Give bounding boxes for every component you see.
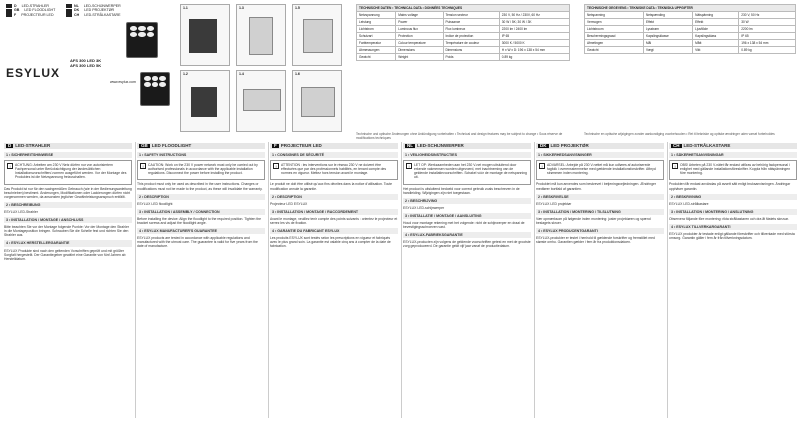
cell: H x W x D: 196 x 138 x 54 mm [499, 47, 569, 54]
cell: 30 W / 5K; 30 W / 3K [499, 19, 569, 26]
column-title: LED-STRAHLER [15, 143, 51, 148]
cell: Gewicht [585, 47, 644, 54]
brand-logo: ESYLUX [6, 66, 61, 80]
column-title: LED FLOODLIGHT [151, 143, 192, 148]
cell: 230 V, 50 Hz [739, 12, 796, 19]
table-row [357, 19, 570, 26]
cell: Mains voltage [396, 12, 443, 19]
lang-label: LED-STRÅLKASTARE [84, 12, 121, 17]
table-row [357, 26, 570, 33]
column-header [4, 143, 132, 149]
column-divider [401, 142, 402, 418]
section-text: Produkten får endast användas på avsett sätt enligt bruksanvisningen. Ändringar upphäver garantin. [669, 182, 791, 191]
column-title: LED-STRÅLKASTARE [683, 143, 731, 148]
language-list-2 [66, 4, 121, 34]
lang-label: LED-STRAHLER [21, 4, 49, 8]
language-column-dk [536, 143, 664, 417]
column-header [137, 143, 265, 149]
cell: 0.89 kg [499, 54, 569, 61]
table-row [357, 47, 570, 54]
lang-code: GB [141, 143, 148, 148]
table-row [357, 54, 570, 61]
cell: Nätspänning [693, 12, 739, 19]
warning-icon: ! [140, 163, 146, 169]
section-heading: 3 • INSTALLATION / ASSEMBLY / CONNECTION [137, 209, 265, 215]
figure-label: 1.6 [295, 72, 300, 76]
cell: IP 65 [499, 33, 569, 40]
flag-icon [66, 9, 72, 13]
cell: Netzspannung [357, 12, 396, 19]
section-heading: 2 • DESCRIPTION [137, 194, 265, 200]
section-text: ESYLUX LED-Strahler [4, 209, 38, 214]
section-heading: 3 • INSTALLATION / MONTAGE / RACCORDEMENT [270, 209, 398, 215]
cell: Kapslingsklass [693, 33, 739, 40]
section-heading: 1 • CONSIGNES DE SÉCURITÉ [270, 152, 398, 158]
section-text: Het product is uitsluitend bedoeld voor correct gebruik zoals beschreven in de handleiding. Wijzigingen zijn niet toegestaan. [403, 186, 520, 195]
section-heading: 3 • INSTALLATION / MONTERING / TILSLUTNING [536, 209, 664, 215]
section-text: Projecteur LED ESYLUX [270, 201, 308, 206]
section-text: Before installing the device: Align the floodlight to the required position. Tighten the bracket screws and adjust the floodlight angle. [137, 216, 262, 226]
section-heading: 2 • DESCRIPTION [270, 194, 398, 200]
floodlight-image [126, 22, 158, 58]
warning-icon: ! [7, 163, 13, 169]
section-heading: 4 • ESYLUX TILLVERKARGARANTI [669, 224, 797, 230]
table-row [585, 12, 796, 19]
column-header [270, 143, 398, 149]
website: www.esylux.com [110, 80, 136, 84]
language-column-nl [403, 143, 531, 417]
device-shape [301, 87, 335, 117]
technical-data-table [356, 4, 570, 61]
lang-code: DK [540, 143, 547, 148]
cell: 2200 lm / 2400 lm [499, 26, 569, 33]
section-text: Das Produkt ist nur für den sachgemäßen Gebrauch (wie in der Bedienungsanleitung beschrieben) bestimmt. Änderungen, Modifikationen oder Lackierungen dürfen nicht vorgenommen werden, da ansonsten jeglicher Gewährleistungsanspruch entfällt. [4, 186, 132, 199]
lang-label: LED FLOODLIGHT [24, 8, 56, 13]
cell: Netspænding [643, 12, 692, 19]
cell: Colour temperature [396, 40, 443, 47]
section-text: Vær opmærksom på følgende inden montering: juster projektøren og spænd beslagets skruer. [536, 216, 651, 226]
warning-box [403, 160, 531, 184]
lang-code: CH [673, 143, 680, 148]
figure-1-1 [180, 4, 230, 66]
cell: 196 x 138 x 54 mm [739, 40, 796, 47]
cell: IP 65 [739, 33, 796, 40]
section-text: Avant le montage, veuillez tenir compte des points suivants : orientez le projecteur et serrez les vis de fixation. [270, 216, 398, 226]
cell: Vermogen [585, 19, 644, 26]
lang-label: LED PROJEKTØR [84, 8, 115, 13]
cell: Afmetingen [585, 40, 644, 47]
column-title: LED-SCHIJNWERPER [417, 143, 464, 148]
column-divider [534, 142, 535, 418]
cell: Effekt [693, 19, 739, 26]
lang-code: D [8, 143, 12, 148]
section-text: ESYLUX LED projektør [536, 201, 572, 206]
section-heading: 2 • BESKRIVELSE [536, 194, 664, 200]
bracket-shape [243, 89, 281, 111]
table-title: TECHNISCHE GEGEVENS • TEKNISKE DATA • TEKNISKA UPPGIFTER [585, 5, 796, 12]
section-text: CAUTION: Work on the 230 V power network must only be carried out by authorised professionals in accordance with the applicable installation regulations. Disconnect the power before installing the product. [148, 163, 258, 176]
cell: 230 V, 50 Hz / 230V, 60 Hz [499, 12, 569, 19]
cell: Netspanning [585, 12, 644, 19]
cell: Tension secteur [443, 12, 499, 19]
column-title: LED PROJEKTØR [550, 143, 589, 148]
figure-1-5 [292, 4, 342, 66]
lang-code: CH [74, 12, 80, 17]
lang-code: NL [407, 143, 413, 148]
cell: Vægt [643, 47, 692, 54]
section-heading: 3 • INSTALLATION / MONTERING / ANSLUTNING [669, 209, 797, 215]
table-row [357, 12, 570, 19]
cell: 3000 K / 5000 K [499, 40, 569, 47]
footnote: Technische en optische wijzigingen zonder aankondiging voorbehouden • Ret til tekniske og optiske ændringer uden varsel forbeholdes [584, 132, 775, 136]
table-row [357, 33, 570, 40]
warning-box [137, 160, 265, 180]
language-list [6, 4, 55, 34]
section-heading: 4 • ESYLUX HERSTELLERGARANTIE [4, 240, 132, 246]
figure-label: 1.3 [239, 6, 244, 10]
section-text: ACHTUNG: Arbeiten am 230 V Netz dürfen nur von autorisiertem Fachpersonal unter Berücksichtigung der landesüblichen Installationsvorschriften/-normen ausgeführt werden. Vor der Montage des Produktes ist die Netzspannung freizuschalten. [15, 163, 127, 180]
figure-label: 1.4 [239, 72, 244, 76]
language-column-ch [669, 143, 797, 417]
cell: Vikt [693, 47, 739, 54]
lang-code: F [274, 143, 277, 148]
cell: Effekt [643, 19, 692, 26]
section-heading: 3 • INSTALLATIE / MONTAGE / AANSLUITING [403, 213, 531, 219]
table-row [357, 40, 570, 47]
section-text: ESYLUX LED-schijnwerper [403, 205, 445, 210]
cell: Weight [396, 54, 443, 61]
section-text: ESYLUX Produkte sind nach den geltenden Vorschriften geprüft und mit größter Sorgfalt hergestellt. Der Garantiegeber gewährt eine Garantie von fünf Jahren ab Herstelldatum. [4, 248, 126, 261]
cell: Leistung [357, 19, 396, 26]
section-text: ADVARSEL: Arbejde på 230 V-nettet må kun udføres af autoriserede fagfolk i overensstemmelse med gældende installationsforskrifter. Afbryd strømmen inden montering. [547, 163, 656, 176]
section-text: Observera följande före montering: rikta strålkastaren och dra åt fästets skruvar. [669, 216, 789, 221]
figure-label: 1.1 [183, 6, 188, 10]
warning-icon: ! [672, 163, 678, 169]
cell: Farbtemperatur [357, 40, 396, 47]
lang-code: D [14, 4, 17, 8]
technical-data-table-2 [584, 4, 796, 54]
warning-icon: ! [273, 163, 279, 169]
cell: Indice de protection [443, 33, 499, 40]
section-heading: 1 • SIKKERHEDSANVISNINGER [536, 152, 664, 158]
section-text: ATTENTION : les interventions sur le réseau 230 V ne doivent être effectuées que par des professionnels habilités, en tenant compte des normes en vigueur. Mettez hors tension avant le montage. [281, 163, 387, 176]
section-text: ESYLUX products are tested in accordance with applicable regulations and manufactured with the utmost care. The guarantee is valid for five years from the date of manufacture. [137, 236, 258, 249]
cell: Protection [396, 33, 443, 40]
figure-label: 1.5 [295, 6, 300, 10]
section-heading: 1 • SICHERHEITSHINWEISE [4, 152, 132, 158]
table-row [585, 33, 796, 40]
column-divider [268, 142, 269, 418]
section-text: ESYLUX LED floodlight [137, 201, 173, 206]
section-heading: 4 • GARANTIE DU FABRICANT ESYLUX [270, 228, 398, 234]
flag-icon [6, 13, 12, 17]
lang-code: F [14, 12, 17, 17]
product-name: AFS 300 LED 3K [70, 58, 102, 63]
flag-icon [6, 9, 12, 13]
cell: Power [396, 19, 443, 26]
cell: Flux lumineux [443, 26, 499, 33]
language-column-f [270, 143, 398, 417]
warning-box [270, 160, 398, 180]
column-header [669, 143, 797, 149]
cell: Luminous flux [396, 26, 443, 33]
cell: Abmessungen [357, 47, 396, 54]
cell: Dimensions [443, 47, 499, 54]
cell: Schutzart [357, 33, 396, 40]
cell: Poids [443, 54, 499, 61]
language-column-gb [137, 143, 265, 417]
cell: Ljusflöde [693, 26, 739, 33]
section-heading: 1 • SÄKERHETSANVISNINGAR [669, 152, 797, 158]
flag-icon [6, 4, 12, 8]
lang-label: LED-SCHIJNWERPER [83, 4, 121, 8]
section-text: Produktet må kun anvendes som beskrevet i betjeningsvejledningen. Ændringer medfører bortfald af garantien. [536, 182, 657, 191]
warning-icon: ! [539, 163, 545, 169]
footnote: Technische und optische Änderungen ohne Ankündigung vorbehalten • Technical and design features may be subject to change • Sous réserve de modifications techniques [356, 132, 563, 140]
figure-1-4 [236, 70, 286, 132]
section-text: LET OP: Werkzaamheden aan het 230 V-net mogen uitsluitend door erkende vakmensen worden uitgevoerd, met inachtneming van de geldende installatievoorschriften. Schakel vóór de montage de netspanning uit. [414, 163, 527, 180]
column-header [536, 143, 664, 149]
cell: Lichtstrom [357, 26, 396, 33]
cell: Kapslingsklasse [643, 33, 692, 40]
table-row [585, 40, 796, 47]
product-list [70, 58, 101, 68]
table-row [585, 19, 796, 26]
section-text: ESYLUX produkter är testade enligt gällande föreskrifter och tillverkade med största omsorg. Garantin gäller i fem år från tillverkningsdatum. [669, 232, 795, 241]
device-shape [189, 19, 217, 53]
section-heading: 4 • ESYLUX PRODUCENTGARANTI [536, 228, 664, 234]
section-text: Bitte beachten Sie vor der Montage folgende Punkte: Vor der Montage den Strahler in die Montageposition bringen. Schrauben Sie die Schelle fest und richten Sie den Strahler aus. [4, 225, 129, 238]
cell: 0.89 kg [739, 47, 796, 54]
cell: Lichtstroom [585, 26, 644, 33]
lang-label: PROJECTEUR LED [21, 12, 54, 17]
lang-row [66, 13, 121, 17]
table-title: TECHNISCHE DATEN • TECHNICAL DATA • DONNÉES TECHNIQUES [357, 5, 570, 12]
section-heading: 1 • VEILIGHEIDSINSTRUCTIES [403, 152, 531, 158]
section-text: ESYLUX-producten zijn volgens de geldende voorschriften getest en met de grootste zorg geproduceerd. De garantie geldt vijf jaar vanaf de productiedatum. [403, 240, 531, 249]
figure-1-6 [292, 70, 342, 132]
cell: Puissance [443, 19, 499, 26]
product-name: AFS 300 LED 5K [70, 63, 102, 68]
warning-box [536, 160, 664, 180]
figure-1-2 [180, 70, 230, 132]
column-divider [135, 142, 136, 418]
cell: Beschermingsgraad [585, 33, 644, 40]
cell: Dimensions [396, 47, 443, 54]
section-heading: 4 • ESYLUX-FABRIEKSGARANTIE [403, 232, 531, 238]
cell: Mål [643, 40, 692, 47]
section-text: This product must only be used as described in the user instructions. Changes or modifications must not be made to the product, as these will invalidate the warranty. [137, 182, 263, 191]
section-text: Houd voor montage rekening met het volgende: richt de schijnwerper en draai de bevestigingsschroeven vast. [403, 221, 525, 230]
cell: Température de couleur [443, 40, 499, 47]
lang-code: NL [74, 4, 79, 8]
warning-box [4, 160, 132, 184]
lang-code: GB [14, 8, 20, 13]
figure-1-3 [236, 4, 286, 66]
bracket-shape [249, 17, 273, 55]
cell: 30 W [739, 19, 796, 26]
lang-code: DK [74, 8, 80, 13]
column-title: PROJECTEUR LED [280, 143, 322, 148]
device-shape [191, 87, 217, 117]
cell: Gewicht [357, 54, 396, 61]
column-header [403, 143, 531, 149]
cell: Lysstrøm [643, 26, 692, 33]
section-heading: 1 • SAFETY INSTRUCTIONS [137, 152, 265, 158]
flag-icon [66, 13, 72, 17]
section-text: ESYLUX-produkter er testet i henhold til gældende forskrifter og fremstillet med største omhu. Garantien gælder i fem år fra produktionsdatoen. [536, 236, 655, 245]
section-text: ESYLUX LED-strålkastare [669, 201, 709, 206]
cell: Mått [693, 40, 739, 47]
column-divider [667, 142, 668, 418]
table-row [585, 26, 796, 33]
lang-row [6, 13, 55, 17]
warning-icon: ! [406, 163, 412, 169]
section-heading: 2 • BESCHREIBUNG [4, 202, 132, 208]
section-text: Le produit ne doit être utilisé qu'aux fins décrites dans la notice d'utilisation. Toute modification annule la garantie. [270, 182, 393, 191]
section-heading: 4 • ESYLUX MANUFACTURER'S GUARANTEE [137, 228, 265, 234]
section-heading: 2 • BESCHRIJVING [403, 198, 531, 204]
floodlight-image [140, 72, 170, 106]
warning-box [669, 160, 797, 180]
device-shape [303, 19, 333, 53]
section-text: OBS! Arbeten på 230 V-nätet får endast utföras av behörig fackpersonal i enlighet med gällande installationsföreskrifter. Koppla från nätspänningen före montering. [680, 163, 791, 176]
cell: 2200 lm [739, 26, 796, 33]
section-text: Les produits ESYLUX sont testés selon les prescriptions en vigueur et fabriqués avec le plus grand soin. La garantie est valable cinq ans à compter de la date de fabrication. [270, 236, 391, 249]
section-heading: 2 • BESKRIVNING [669, 194, 797, 200]
section-heading: 3 • INSTALLATION / MONTAGE / ANSCHLUSS [4, 217, 132, 223]
table-row [585, 47, 796, 54]
flag-icon [66, 4, 72, 8]
language-column-d [4, 143, 132, 417]
figure-label: 1.2 [183, 72, 188, 76]
